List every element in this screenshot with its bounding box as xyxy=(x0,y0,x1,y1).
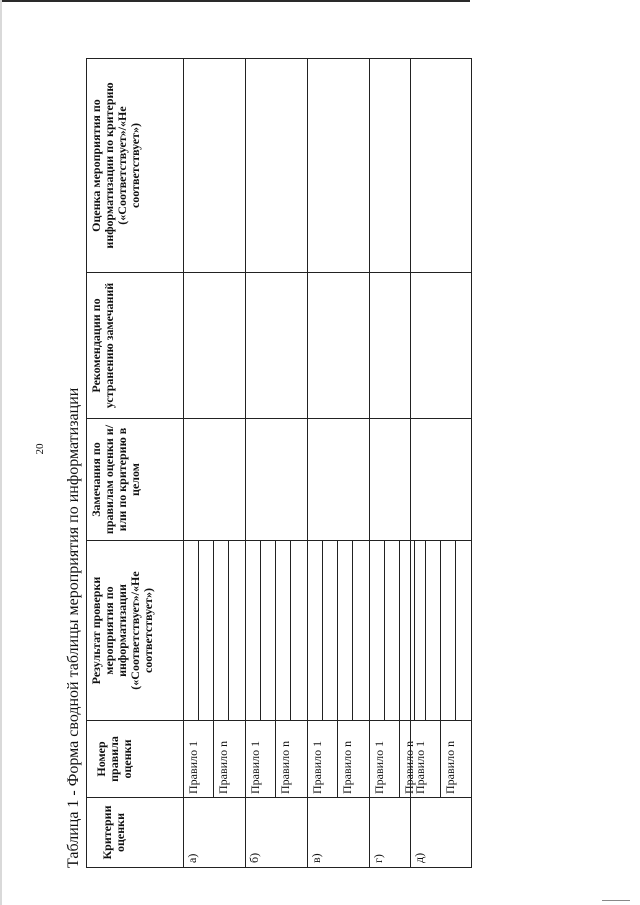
rule-first-label: Правило 1 xyxy=(411,720,441,797)
result-subcell xyxy=(261,540,276,720)
result-subcell xyxy=(441,540,456,720)
table-title: Таблица 1 - Форма сводной таблицы мероприятия по информатизации xyxy=(65,387,82,868)
result-subcell xyxy=(411,540,426,720)
recommendations-cell xyxy=(246,272,307,418)
result-subcell xyxy=(308,540,323,720)
scan-mark xyxy=(602,900,630,901)
rule-last-label: Правило n xyxy=(400,720,431,797)
table-header-row xyxy=(87,59,184,867)
result-subcell xyxy=(426,540,441,720)
result-subcell xyxy=(246,540,261,720)
remarks-cell xyxy=(184,418,245,540)
rule-first-label: Правило 1 xyxy=(370,720,400,797)
header-criterion-assessment: Оценка мероприятия по информатизации по критерию («Соответствует»/«Не соответствует») xyxy=(89,82,142,249)
scan-edge-left xyxy=(0,0,2,905)
header-criteria: Критерии оценки xyxy=(87,797,183,867)
criterion-label: д) xyxy=(411,797,472,867)
table-row xyxy=(245,59,307,867)
table-row xyxy=(307,59,369,867)
rule-first-label: Правило 1 xyxy=(246,720,276,797)
recommendations-cell xyxy=(308,272,369,418)
landscape-content xyxy=(62,58,472,868)
assessment-cell xyxy=(411,59,472,272)
criterion-label: в) xyxy=(308,797,369,867)
result-subcell xyxy=(214,540,229,720)
remarks-cell xyxy=(246,418,307,540)
result-subcell xyxy=(370,540,385,720)
result-subcell xyxy=(338,540,353,720)
assessment-cell xyxy=(308,59,369,272)
result-cell xyxy=(411,540,472,720)
result-subcell xyxy=(276,540,291,720)
recommendations-cell xyxy=(411,272,472,418)
result-cell xyxy=(246,540,307,720)
summary-table xyxy=(86,58,472,868)
table-row xyxy=(184,59,245,867)
table-row xyxy=(410,59,472,867)
rule-first-label: Правило 1 xyxy=(184,720,214,797)
result-cell xyxy=(308,540,369,720)
criterion-label: г) xyxy=(370,797,431,867)
remarks-cell xyxy=(411,418,472,540)
scan-edge-top xyxy=(0,0,470,2)
header-recommendations: Рекомендации по устранению замечаний xyxy=(87,272,183,418)
rule-last-label: Правило n xyxy=(276,720,307,797)
assessment-cell xyxy=(246,59,307,272)
recommendations-cell xyxy=(184,272,245,418)
rule-last-label: Правило n xyxy=(441,720,472,797)
result-subcell xyxy=(199,540,214,720)
result-cell xyxy=(184,540,245,720)
criterion-label: б) xyxy=(246,797,307,867)
header-rule-number: Номер правила оценки xyxy=(87,720,183,797)
page-number: 20 xyxy=(34,443,46,455)
criterion-label: а) xyxy=(184,797,245,867)
remarks-cell xyxy=(308,418,369,540)
rule-first-label: Правило 1 xyxy=(308,720,338,797)
header-check-result: Результат проверки мероприятия по информатизации («Соответствует»/«Не соответствует») xyxy=(87,540,183,720)
result-subcell xyxy=(184,540,199,720)
header-remarks: Замечания по правилам оценки и/или по критерию в целом xyxy=(87,418,183,540)
result-subcell xyxy=(323,540,338,720)
rule-last-label: Правило n xyxy=(338,720,369,797)
assessment-cell xyxy=(184,59,245,272)
result-subcell xyxy=(385,540,400,720)
rule-last-label: Правило n xyxy=(214,720,245,797)
